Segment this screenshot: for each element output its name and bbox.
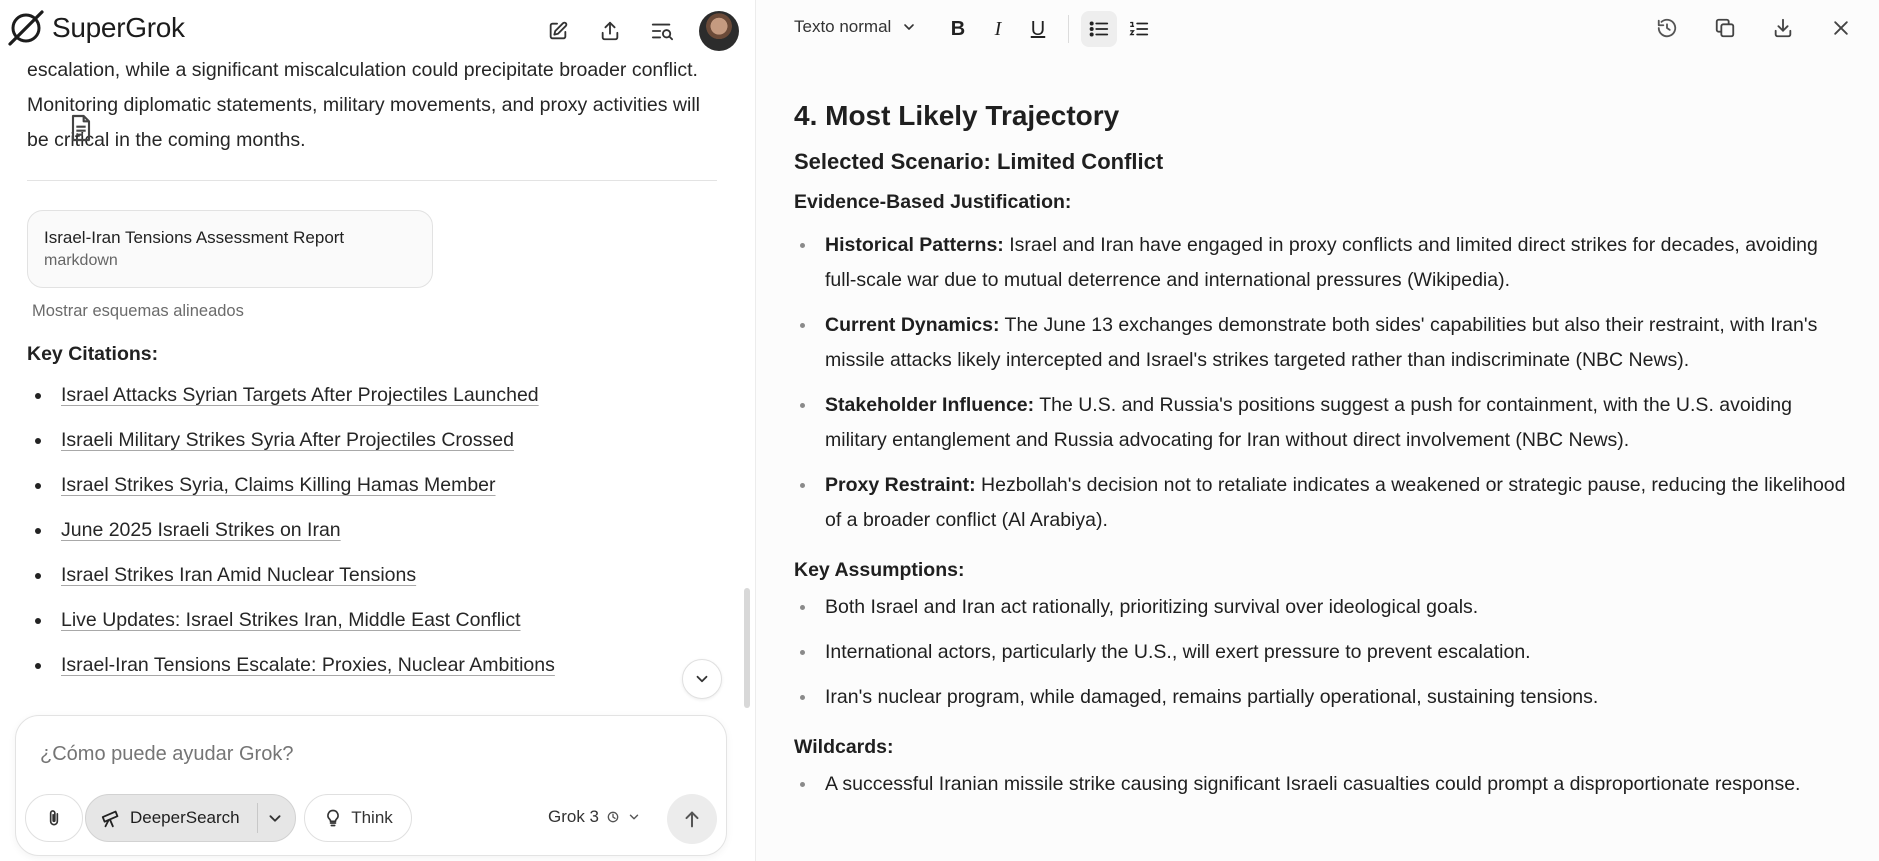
user-avatar[interactable] xyxy=(699,11,739,51)
wildcards-heading: Wildcards: xyxy=(794,736,894,758)
italic-label: I xyxy=(994,17,1002,40)
list-item xyxy=(27,605,717,650)
copy-icon[interactable] xyxy=(1708,11,1742,45)
chevron-down-icon[interactable] xyxy=(264,807,286,829)
close-icon[interactable] xyxy=(1824,11,1858,45)
citation-link[interactable]: Israel-Iran Tensions Escalate: Proxies, Nuclear Ambitions xyxy=(61,654,555,676)
model-label: Grok 3 xyxy=(548,807,600,826)
model-mode-icon xyxy=(605,809,621,825)
text-style-label: Texto normal xyxy=(794,17,892,36)
citations-list xyxy=(27,380,717,695)
item-text: The U.S. and Russia's positions suggest a push for containment, with the U.S. avoiding military entanglement and Russia advocating for Iran without direct involvement (NBC News). xyxy=(825,394,1792,451)
citation-link[interactable]: June 2025 Israeli Strikes on Iran xyxy=(61,519,341,541)
justification-heading: Evidence-Based Justification: xyxy=(794,191,1072,213)
attach-button[interactable] xyxy=(25,794,83,842)
chat-header xyxy=(0,0,755,58)
arrow-up-icon xyxy=(681,808,703,830)
italic-button[interactable] xyxy=(980,11,1016,47)
search-history-icon[interactable] xyxy=(645,14,679,48)
scenario-heading: Selected Scenario: Limited Conflict xyxy=(794,149,1164,174)
document-icon xyxy=(65,112,97,144)
download-icon[interactable] xyxy=(1766,11,1800,45)
history-icon[interactable] xyxy=(1650,11,1684,45)
document-editor xyxy=(755,0,1879,861)
bullet-list-icon xyxy=(1088,18,1110,40)
divider xyxy=(257,803,258,833)
think-label: Think xyxy=(351,808,393,827)
chat-scrollbar[interactable] xyxy=(744,588,750,708)
think-button[interactable] xyxy=(304,794,412,842)
underline-button[interactable] xyxy=(1020,11,1056,47)
new-chat-icon[interactable] xyxy=(541,14,575,48)
underline-label: U xyxy=(1030,17,1046,40)
numbered-list-icon xyxy=(1128,18,1150,40)
app-name: SuperGrok xyxy=(52,12,185,43)
grok-logo-icon xyxy=(6,8,46,48)
list-item: A successful Iranian missile strike causing significant Israeli casualties could prompt a disproportionate response. xyxy=(794,767,1854,802)
model-selector[interactable] xyxy=(548,807,641,827)
item-lead: Historical Patterns: xyxy=(825,234,1004,256)
deepersearch-label: DeeperSearch xyxy=(130,808,240,827)
artifact-type: markdown xyxy=(44,252,118,269)
send-button[interactable] xyxy=(667,794,717,844)
artifact-card[interactable] xyxy=(27,210,433,288)
item-lead: Stakeholder Influence: xyxy=(825,394,1035,416)
bold-button[interactable] xyxy=(940,11,976,47)
citation-link[interactable]: Israel Strikes Iran Amid Nuclear Tensions xyxy=(61,564,417,586)
list-item xyxy=(27,470,717,515)
assumptions-heading: Key Assumptions: xyxy=(794,559,965,581)
show-inline-schemas-link[interactable]: Mostrar esquemas alineados xyxy=(32,302,244,320)
justification-list xyxy=(794,228,1854,538)
bullet-list-button[interactable] xyxy=(1081,11,1117,47)
list-item xyxy=(27,650,717,695)
telescope-icon xyxy=(100,807,122,829)
lightbulb-icon xyxy=(323,808,343,828)
list-item xyxy=(794,388,1854,458)
item-lead: Proxy Restraint: xyxy=(825,474,976,496)
list-item: Both Israel and Iran act rationally, prioritizing survival over ideological goals. xyxy=(794,590,1854,625)
artifact-title: Israel-Iran Tensions Assessment Report xyxy=(44,228,345,247)
deepersearch-button[interactable] xyxy=(85,794,296,842)
list-item xyxy=(27,560,717,605)
list-item xyxy=(794,308,1854,378)
list-item: Iran's nuclear program, while damaged, remains partially operational, sustaining tensions. xyxy=(794,680,1854,715)
prompt-input[interactable]: ¿Cómo puede ayudar Grok? xyxy=(40,743,294,765)
composer xyxy=(15,715,727,856)
list-item xyxy=(794,228,1854,298)
list-item xyxy=(27,380,717,425)
list-item xyxy=(27,425,717,470)
citation-link[interactable]: Israel Attacks Syrian Targets After Projectiles Launched xyxy=(61,384,539,406)
paperclip-icon xyxy=(44,808,64,828)
list-item xyxy=(794,468,1854,538)
chat-messages[interactable] xyxy=(0,58,745,714)
citation-link[interactable]: Israeli Military Strikes Syria After Projectiles Crossed xyxy=(61,429,514,451)
chevron-down-icon xyxy=(627,810,641,824)
brand[interactable] xyxy=(6,8,185,48)
document-body[interactable] xyxy=(794,94,1854,812)
item-text: Hezbollah's decision not to retaliate indicates a weakened or strategic pause, reducing the likelihood of a broader conflict (Al Arabiya). xyxy=(825,474,1846,531)
item-text: Israel and Iran have engaged in proxy conflicts and limited direct strikes for decades, avoiding full-scale war due to mutual deterrence and international pressures (Wikipedia). xyxy=(825,234,1818,291)
citation-link[interactable]: Israel Strikes Syria, Claims Killing Hamas Member xyxy=(61,474,496,496)
wildcards-list xyxy=(794,767,1854,802)
item-text: The June 13 exchanges demonstrate both sides' capabilities but also their restraint, with Iran's missile attacks likely intercepted and Israel's strikes targeted rather than indiscriminate (NBC News). xyxy=(825,314,1818,371)
assumptions-list xyxy=(794,590,1854,715)
numbered-list-button[interactable] xyxy=(1121,11,1157,47)
divider xyxy=(27,180,717,181)
response-paragraph: escalation, while a significant miscalculation could precipitate broader conflict. Monitoring diplomatic statements, military movements, and proxy activities will be critical in the coming months. xyxy=(27,59,700,151)
list-item xyxy=(27,515,717,560)
editor-toolbar xyxy=(756,0,1879,58)
section-heading: 4. Most Likely Trajectory xyxy=(794,100,1120,131)
divider xyxy=(1068,15,1069,43)
text-style-dropdown[interactable] xyxy=(794,17,917,37)
share-icon[interactable] xyxy=(593,14,627,48)
citation-link[interactable]: Live Updates: Israel Strikes Iran, Middle East Conflict xyxy=(61,609,521,631)
chevron-down-icon xyxy=(901,19,917,35)
item-lead: Current Dynamics: xyxy=(825,314,1000,336)
key-citations-heading: Key Citations: xyxy=(27,343,159,365)
list-item: International actors, particularly the U.S., will exert pressure to prevent escalation. xyxy=(794,635,1854,670)
scroll-to-bottom-button[interactable] xyxy=(682,659,722,699)
bold-label: B xyxy=(950,17,966,40)
chevron-down-icon xyxy=(693,670,711,688)
chat-panel xyxy=(0,0,755,861)
